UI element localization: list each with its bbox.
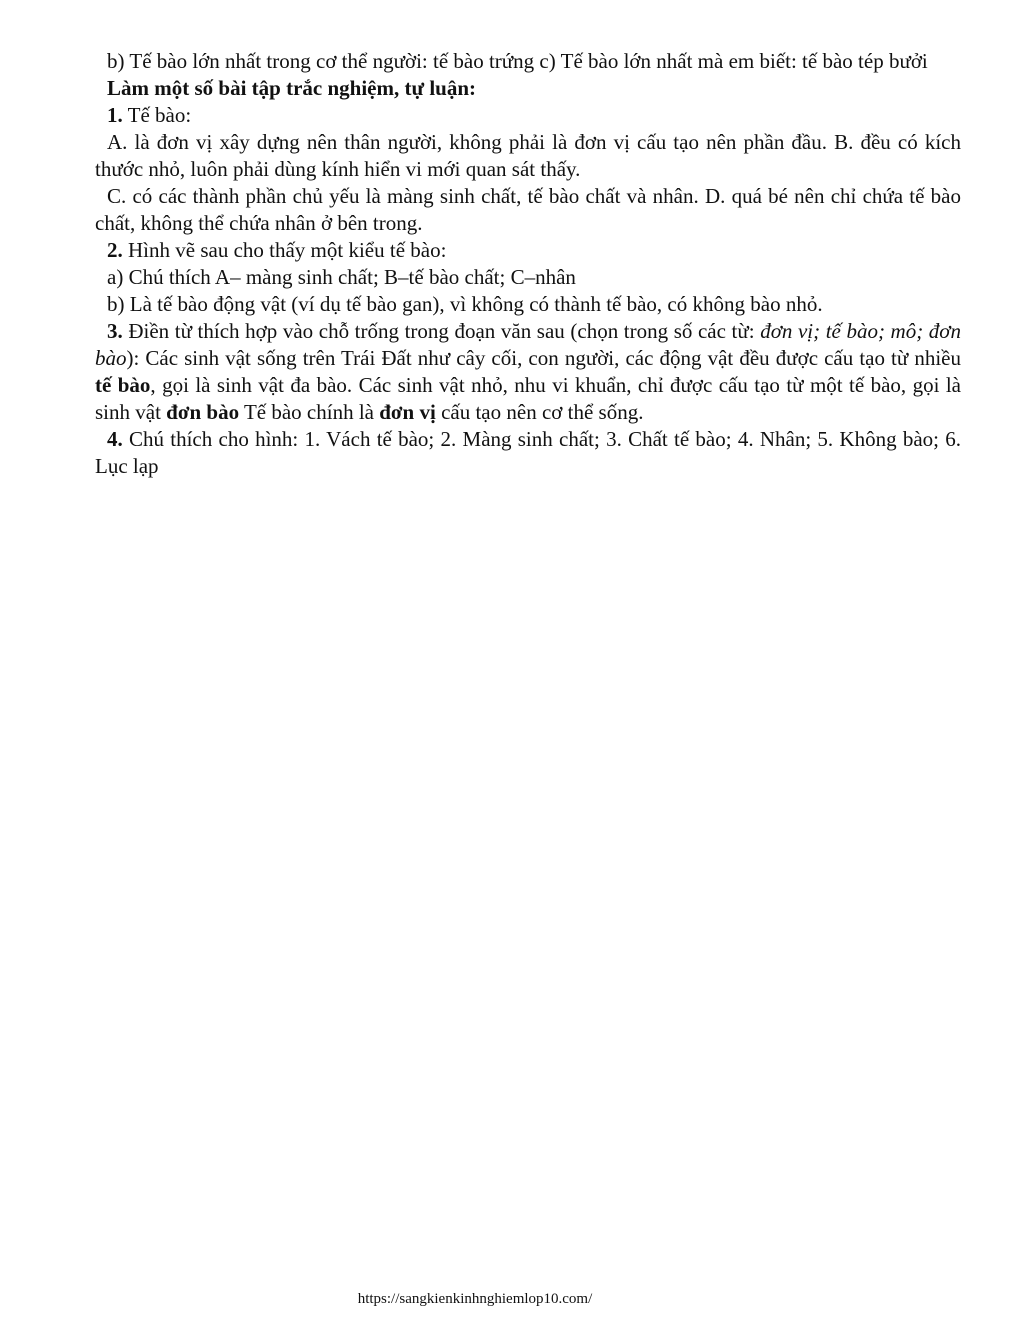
section-title-text: Làm một số bài tập trắc nghiệm, tự luận: (107, 76, 477, 100)
question-3-text-1: Điền từ thích hợp vào chỗ trống trong đoạn văn sau (chọn trong số các từ: (122, 319, 761, 343)
question-2-stem-text: Hình vẽ sau cho thấy một kiểu tế bào: (122, 238, 447, 262)
question-2-number: 2. (107, 238, 123, 262)
question-3-fill-2: đơn bào (166, 400, 240, 424)
question-1-options-cd: C. có các thành phần chủ yếu là màng sinh chất, tế bào chất và nhân. D. quá bé nên chỉ chứa tế bào chất, không thể chứa nhân ở bên trong. (95, 184, 961, 235)
footer-url: https://sangkienkinhnghiemlop10.com/ (357, 1291, 593, 1307)
question-3-word-list: đơn vị; tế bào; mô; đơn bào (95, 319, 962, 370)
question-3-text-3: , gọi là sinh vật đa bào. Các sinh vật nhỏ, nhu vi khuẩn, chỉ được cấu tạo từ một tế bào, gọi là sinh vật (95, 373, 961, 424)
question-3-fill-3: đơn vị (379, 400, 436, 424)
question-1-number: 1. (107, 103, 123, 127)
question-1-stem-text: Tế bào: (122, 103, 192, 127)
question-4-text: Chú thích cho hình: 1. Vách tế bào; 2. Màng sinh chất; 3. Chất tế bào; 4. Nhân; 5. Không bào; 6. Lục lạp (95, 427, 961, 478)
document-body (95, 48, 961, 480)
question-4 (95, 426, 961, 480)
question-3-text-5: cấu tạo nên cơ thể sống. (435, 400, 644, 424)
question-1-options-ab: A. là đơn vị xây dựng nên thân người, không phải là đơn vị cấu tạo nên phần đầu. B. đều có kích thước nhỏ, luôn phải dùng kính hiển vi mới quan sát thấy. (95, 130, 961, 181)
question-3-text-4: Tế bào chính là (239, 400, 380, 424)
question-2-stem (95, 237, 961, 264)
question-1-stem (95, 102, 961, 129)
question-2-answer-b: b) Là tế bào động vật (ví dụ tế bào gan), vì không có thành tế bào, có không bào nhỏ. (107, 292, 823, 316)
question-3 (95, 318, 961, 426)
question-3-text-2: ): Các sinh vật sống trên Trái Đất như cây cối, con người, các động vật đều được cấu tạo từ nhiều (126, 346, 961, 370)
section-title (95, 75, 961, 102)
question-4-number: 4. (107, 427, 123, 451)
question-3-number: 3. (107, 319, 123, 343)
question-2-answer-a: a) Chú thích A– màng sinh chất; B–tế bào chất; C–nhân (107, 265, 576, 289)
question-3-fill-1: tế bào (95, 373, 151, 397)
intro-line-b: b) Tế bào lớn nhất trong cơ thể người: tế bào trứng c) Tế bào lớn nhất mà em biết: tế bào tép bưởi (107, 49, 928, 73)
